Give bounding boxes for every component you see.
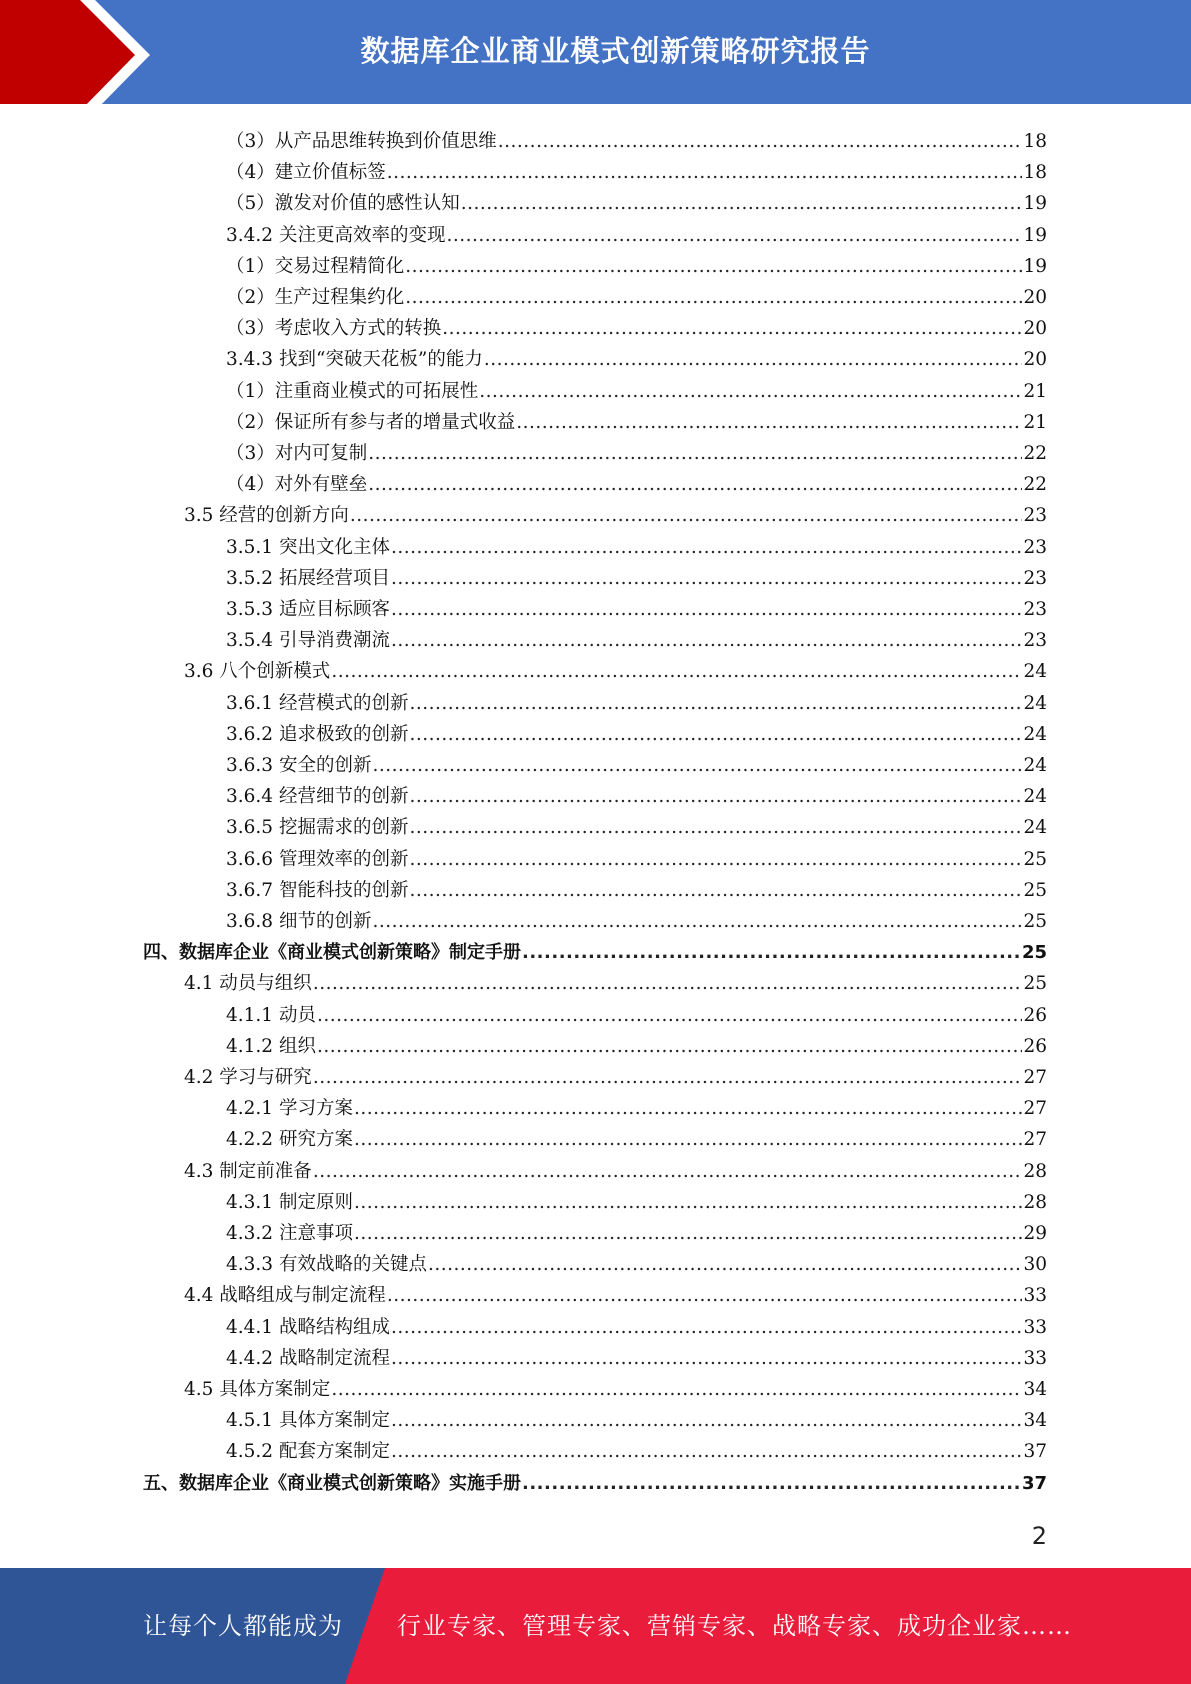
- toc-entry-label: 3.5.4 引导消费潮流: [226, 630, 390, 651]
- toc-entry-label: （3）考虑收入方式的转换: [226, 318, 442, 339]
- toc-dot-leader: [391, 595, 1022, 625]
- toc-entry-label: 3.6 八个创新模式: [184, 661, 331, 682]
- toc-entry-page: 33: [1023, 1348, 1047, 1369]
- toc-entry-page: 26: [1023, 1036, 1047, 1057]
- toc-dot-leader: [484, 345, 1023, 375]
- toc-entry[interactable]: [184, 1375, 1047, 1405]
- toc-dot-leader: [313, 1063, 1023, 1093]
- toc-entry[interactable]: [184, 969, 1047, 999]
- toc-dot-leader: [522, 938, 1021, 968]
- toc-dot-leader: [317, 1001, 1023, 1031]
- toc-entry-page: 34: [1023, 1410, 1047, 1431]
- footer-slogan-right: 行业专家、管理专家、营销专家、战略专家、成功企业家……: [397, 1612, 1072, 1640]
- toc-dot-leader: [331, 657, 1022, 687]
- toc-entry[interactable]: [143, 1469, 1047, 1499]
- toc-entry-label: 4.1 动员与组织: [184, 973, 312, 994]
- toc-entry-label: （1）注重商业模式的可拓展性: [226, 381, 479, 402]
- toc-dot-leader: [409, 720, 1022, 750]
- toc-entry-label: 3.6.5 挖掘需求的创新: [226, 817, 409, 838]
- toc-entry-page: 30: [1023, 1254, 1047, 1275]
- toc-entry[interactable]: [226, 1125, 1047, 1155]
- toc-dot-leader: [409, 845, 1022, 875]
- toc-dot-leader: [354, 1188, 1023, 1218]
- toc-entry[interactable]: [226, 751, 1047, 781]
- toc-dot-leader: [354, 1219, 1023, 1249]
- toc-entry[interactable]: [226, 595, 1047, 625]
- toc-dot-leader: [391, 626, 1022, 656]
- toc-entry-label: 3.6.1 经营模式的创新: [226, 693, 409, 714]
- toc-entry-label: 3.5.1 突出文化主体: [226, 537, 390, 558]
- toc-entry-label: （2）生产过程集约化: [226, 287, 405, 308]
- toc-dot-leader: [428, 1250, 1022, 1280]
- toc-dot-leader: [354, 1094, 1023, 1124]
- toc-dot-leader: [409, 813, 1022, 843]
- toc-dot-leader: [391, 1437, 1022, 1467]
- toc-entry[interactable]: [184, 1157, 1047, 1187]
- toc-entry[interactable]: [226, 252, 1047, 282]
- toc-entry-label: 3.6.3 安全的创新: [226, 755, 372, 776]
- toc-entry[interactable]: [226, 1437, 1047, 1467]
- toc-entry-label: 4.2.1 学习方案: [226, 1098, 353, 1119]
- toc-dot-leader: [405, 283, 1022, 313]
- toc-entry-page: 24: [1023, 755, 1047, 776]
- toc-entry[interactable]: [226, 283, 1047, 313]
- toc-entry-page: 24: [1023, 661, 1047, 682]
- toc-entry-page: 20: [1023, 287, 1047, 308]
- toc-dot-leader: [387, 158, 1023, 188]
- toc-entry-label: 4.4.2 战略制定流程: [226, 1348, 390, 1369]
- toc-dot-leader: [461, 189, 1023, 219]
- toc-entry-page: 29: [1023, 1223, 1047, 1244]
- toc-entry-page: 24: [1023, 693, 1047, 714]
- toc-entry-label: 4.1.2 组织: [226, 1036, 316, 1057]
- toc-entry-page: 20: [1023, 349, 1047, 370]
- toc-entry[interactable]: [184, 1281, 1047, 1311]
- toc-dot-leader: [368, 439, 1022, 469]
- toc-entry-page: 25: [1021, 942, 1047, 963]
- toc-entry-label: 3.5.3 适应目标顾客: [226, 599, 390, 620]
- toc-entry-page: 24: [1023, 724, 1047, 745]
- toc-entry-page: 18: [1023, 162, 1047, 183]
- toc-entry[interactable]: [226, 408, 1047, 438]
- toc-entry-page: 19: [1023, 225, 1047, 246]
- toc-entry[interactable]: [226, 1250, 1047, 1280]
- toc-entry-label: 4.1.1 动员: [226, 1005, 316, 1026]
- toc-entry[interactable]: [226, 221, 1047, 251]
- toc-entry-label: 4.5.2 配套方案制定: [226, 1441, 390, 1462]
- toc-entry-label: 3.4.2 关注更高效率的变现: [226, 225, 446, 246]
- toc-entry-page: 19: [1023, 193, 1047, 214]
- toc-dot-leader: [409, 782, 1022, 812]
- toc-entry-label: 4.5 具体方案制定: [184, 1379, 331, 1400]
- toc-entry-page: 33: [1023, 1285, 1047, 1306]
- toc-entry-label: 3.5.2 拓展经营项目: [226, 568, 390, 589]
- toc-entry-label: 3.6.7 智能科技的创新: [226, 880, 409, 901]
- toc-entry[interactable]: [226, 626, 1047, 656]
- toc-dot-leader: [405, 252, 1022, 282]
- toc-entry-label: 3.6.6 管理效率的创新: [226, 849, 409, 870]
- toc-entry[interactable]: [226, 782, 1047, 812]
- toc-entry[interactable]: [226, 1406, 1047, 1436]
- toc-dot-leader: [313, 969, 1023, 999]
- toc-entry-label: 4.2 学习与研究: [184, 1067, 312, 1088]
- toc-entry-page: 19: [1023, 256, 1047, 277]
- toc-dot-leader: [368, 470, 1022, 500]
- toc-entry-page: 25: [1023, 973, 1047, 994]
- toc-entry[interactable]: [226, 1219, 1047, 1249]
- toc-entry-page: 23: [1023, 505, 1047, 526]
- toc-entry-page: 25: [1023, 849, 1047, 870]
- toc-entry-label: 3.6.4 经营细节的创新: [226, 786, 409, 807]
- toc-entry[interactable]: [226, 377, 1047, 407]
- toc-entry-page: 22: [1023, 474, 1047, 495]
- toc-entry-label: 四、数据库企业《商业模式创新策略》制定手册: [143, 942, 521, 963]
- toc-entry-label: 4.3 制定前准备: [184, 1161, 312, 1182]
- toc-entry[interactable]: [226, 876, 1047, 906]
- toc-dot-leader: [391, 533, 1022, 563]
- toc-entry-page: 23: [1023, 568, 1047, 589]
- footer-slogan-left: 让每个人都能成为: [143, 1612, 343, 1640]
- header-title: 数据库企业商业模式创新策略研究报告: [360, 34, 871, 68]
- toc-dot-leader: [372, 907, 1022, 937]
- toc-entry[interactable]: [226, 907, 1047, 937]
- toc-entry[interactable]: [184, 501, 1047, 531]
- toc-entry-label: 3.5 经营的创新方向: [184, 505, 349, 526]
- toc-entry-label: 五、数据库企业《商业模式创新策略》实施手册: [143, 1473, 521, 1494]
- toc-dot-leader: [442, 314, 1022, 344]
- toc-entry-page: 27: [1023, 1129, 1047, 1150]
- toc-entry[interactable]: [184, 657, 1047, 687]
- toc-dot-leader: [372, 751, 1022, 781]
- toc-entry-label: 3.6.8 细节的创新: [226, 911, 372, 932]
- toc-entry-label: 4.3.1 制定原则: [226, 1192, 353, 1213]
- toc-entry-label: 4.2.2 研究方案: [226, 1129, 353, 1150]
- toc-entry-label: （4）建立价值标签: [226, 162, 386, 183]
- toc-entry-page: 20: [1023, 318, 1047, 339]
- toc-entry[interactable]: [226, 533, 1047, 563]
- toc-entry[interactable]: [226, 1344, 1047, 1374]
- toc-entry-page: 23: [1023, 630, 1047, 651]
- toc-entry-page: 28: [1023, 1161, 1047, 1182]
- toc-dot-leader: [516, 408, 1022, 438]
- toc-entry-label: （1）交易过程精简化: [226, 256, 405, 277]
- toc-entry[interactable]: [226, 1001, 1047, 1031]
- toc-entry-page: 25: [1023, 880, 1047, 901]
- toc-entry-label: 3.6.2 追求极致的创新: [226, 724, 409, 745]
- toc-entry-page: 25: [1023, 911, 1047, 932]
- toc-entry[interactable]: [226, 127, 1047, 157]
- toc-entry-page: 37: [1023, 1441, 1047, 1462]
- toc-entry[interactable]: [226, 1188, 1047, 1218]
- toc-entry-label: 4.3.2 注意事项: [226, 1223, 353, 1244]
- toc-dot-leader: [446, 221, 1022, 251]
- toc-dot-leader: [391, 1313, 1022, 1343]
- toc-entry-page: 24: [1023, 817, 1047, 838]
- toc-entry-page: 28: [1023, 1192, 1047, 1213]
- toc-entry-page: 37: [1021, 1473, 1047, 1494]
- toc-entry-page: 33: [1023, 1317, 1047, 1338]
- page-footer: [0, 1568, 1191, 1684]
- toc-entry-page: 23: [1023, 537, 1047, 558]
- toc-entry[interactable]: [226, 720, 1047, 750]
- toc-entry[interactable]: [226, 158, 1047, 188]
- toc-entry[interactable]: [226, 189, 1047, 219]
- toc-entry-page: 26: [1023, 1005, 1047, 1026]
- toc-dot-leader: [391, 1406, 1022, 1436]
- toc-dot-leader: [313, 1157, 1023, 1187]
- toc-entry[interactable]: [226, 1313, 1047, 1343]
- toc-entry-label: 4.4.1 战略结构组成: [226, 1317, 390, 1338]
- toc-entry-label: 4.3.3 有效战略的关键点: [226, 1254, 427, 1275]
- toc-entry-page: 21: [1023, 412, 1047, 433]
- toc-dot-leader: [409, 689, 1022, 719]
- toc-dot-leader: [409, 876, 1022, 906]
- toc-entry[interactable]: [226, 439, 1047, 469]
- toc-dot-leader: [391, 564, 1022, 594]
- toc-dot-leader: [387, 1281, 1023, 1311]
- toc-dot-leader: [522, 1469, 1021, 1499]
- toc-entry[interactable]: [226, 564, 1047, 594]
- toc-entry-page: 27: [1023, 1098, 1047, 1119]
- toc-entry-label: （4）对外有壁垒: [226, 474, 368, 495]
- toc-entry-label: （2）保证所有参与者的增量式收益: [226, 412, 516, 433]
- page-header: [0, 0, 1191, 111]
- toc-entry[interactable]: [226, 1032, 1047, 1062]
- toc-entry[interactable]: [226, 845, 1047, 875]
- toc-entry-label: 4.4 战略组成与制定流程: [184, 1285, 386, 1306]
- page-number: 2: [1031, 1522, 1047, 1550]
- toc-dot-leader: [317, 1032, 1023, 1062]
- toc-entry-label: 4.5.1 具体方案制定: [226, 1410, 390, 1431]
- toc-entry-page: 27: [1023, 1067, 1047, 1088]
- toc-entry-page: 18: [1023, 131, 1047, 152]
- toc-entry[interactable]: [226, 345, 1047, 375]
- toc-entry-page: 24: [1023, 786, 1047, 807]
- toc-entry-label: （3）对内可复制: [226, 443, 368, 464]
- toc-dot-leader: [479, 377, 1022, 407]
- toc-entry[interactable]: [143, 938, 1047, 968]
- toc-entry-label: （3）从产品思维转换到价值思维: [226, 131, 497, 152]
- toc-entry-page: 22: [1023, 443, 1047, 464]
- toc-dot-leader: [354, 1125, 1023, 1155]
- toc-entry-page: 34: [1023, 1379, 1047, 1400]
- toc-entry-page: 23: [1023, 599, 1047, 620]
- toc-entry[interactable]: [226, 314, 1047, 344]
- toc-entry[interactable]: [226, 689, 1047, 719]
- toc-dot-leader: [331, 1375, 1022, 1405]
- toc-entry-page: 21: [1023, 381, 1047, 402]
- toc-dot-leader: [391, 1344, 1022, 1374]
- toc-entry[interactable]: [226, 813, 1047, 843]
- toc-entry-label: （5）激发对价值的感性认知: [226, 193, 460, 214]
- toc-entry[interactable]: [226, 470, 1047, 500]
- toc-entry[interactable]: [184, 1063, 1047, 1093]
- toc-dot-leader: [350, 501, 1023, 531]
- toc-entry-label: 3.4.3 找到“突破天花板”的能力: [226, 349, 483, 370]
- toc-dot-leader: [498, 127, 1023, 157]
- toc-entry[interactable]: [226, 1094, 1047, 1124]
